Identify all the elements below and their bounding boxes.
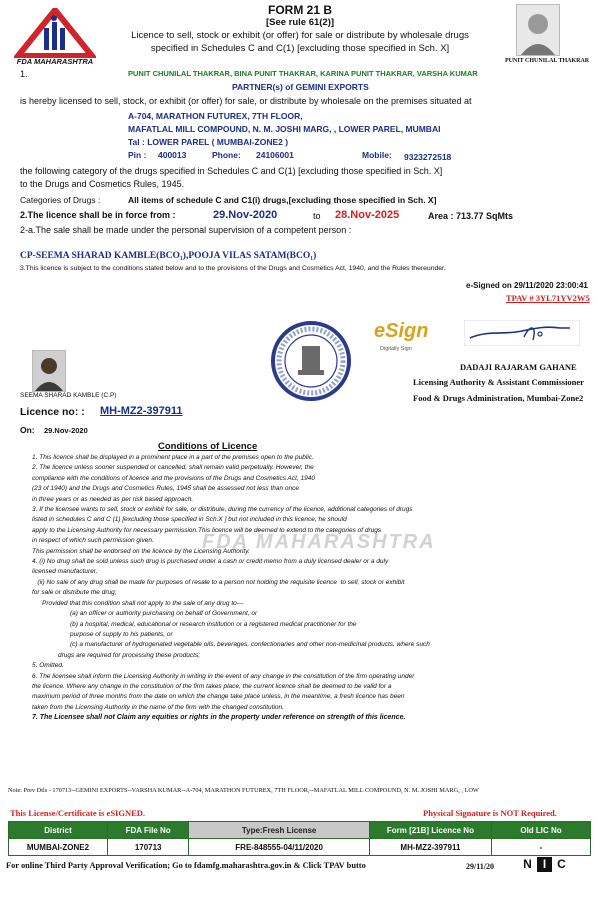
pin-value: 400013 (158, 150, 187, 160)
phone-label: Phone: (212, 150, 241, 160)
condition-line: 7. The Licensee shall not Claim any equities or rights in the property under reference on strength of this licence. (32, 714, 406, 722)
table-row (9, 839, 591, 856)
condition-line: the licence. Where any change in the constitution of the firm takes place, the current licence shall be deemed to be valid for a (32, 682, 392, 690)
condition-line: maximum period of three months from the date on which the change take place unless, in the meantime, a fresh licence has been (32, 693, 405, 701)
condition-line: 5. Omitted. (32, 662, 64, 670)
condition-line: (c) a manufacturer of hydrogenated vegetable oils, beverages, confectionaries and other non-medicinal products, where such (70, 641, 430, 649)
esign-logo-sub: Digitally Sign (380, 346, 412, 352)
valid-to: 28.Nov-2025 (335, 209, 400, 221)
condition-line: purpose of supply to his patients, or (70, 630, 173, 638)
valid-to-label: to (313, 211, 321, 221)
category-text-line1: the following category of the drugs specified in Schedules C and C(1) [excluding those specified in Sch. X] (20, 166, 443, 176)
condition-line: for sale or distribute the drug; (32, 589, 117, 597)
condition-line: Provided that this condition shall not apply to the sale of any drug to--- (42, 599, 244, 607)
table-header-cell: Type:Fresh License (189, 822, 369, 839)
table-header-cell: FDA File No (107, 822, 188, 839)
esign-logo (370, 318, 432, 358)
condition-line: in three years or as needed as per risk based approach. (32, 495, 194, 503)
footer-date: 29/11/20 (466, 862, 495, 871)
table-cell: MUMBAI-ZONE2 (9, 839, 108, 856)
condition-line: (b) a hospital, medical, educational or research institution or a registered medical practitioner for the (70, 620, 357, 628)
esigned-on: e-Signed on 29/11/2020 23:00:41 (466, 281, 588, 290)
nic-letter-i: I (537, 857, 552, 872)
licensee-photo-caption: PUNIT CHUNILAL THAKRAR (505, 58, 590, 64)
condition-line: (23 of 1940) and the Drugs and Cosmetics Rules, 1945 shall be assessed not less than once (32, 485, 300, 493)
table-cell: - (492, 839, 591, 856)
esigned-status: This License/Certificate is eSIGNED. (10, 808, 146, 818)
cp-photo-caption: SEEMA SHARAD KAMBLE (C.P) (20, 392, 117, 399)
condition-line: 1. This licence shall be displayed in a prominent place in a part of the premises open to the public. (32, 454, 314, 461)
previous-details-note: Note: Prev Dtls - 170713--GEMINI EXPORTS--VARSHA KUMAR--A-704, MARATHON FUTUREX, 7TH FLOOR,--MAFATLAL MILL COMPOUND, N. M. JOSHI MARG, , LOW (8, 787, 479, 794)
fda-logo (14, 8, 96, 68)
clause-1-number: 1. (20, 69, 28, 79)
validity-label: 2.The licence shall be in force from : (20, 210, 176, 220)
table-cell: 170713 (107, 839, 188, 856)
mobile-value: 9323272518 (404, 152, 452, 162)
tpav-verification-text: For online Third Party Approval Verification; Go to fdamfg.maharashtra.gov.in & Click TPAV butto (6, 861, 366, 870)
category-text-line2: to the Drugs and Cosmetics Rules, 1945. (20, 179, 185, 189)
licence-intro: is hereby licensed to sell, stock, or exhibit (or offer) for sale, or distribute by wholesale on the premises situated at (20, 96, 472, 106)
conditions-title: Conditions of Licence (158, 441, 258, 452)
licence-details-table (8, 821, 591, 856)
authority-name: DADAJI RAJARAM GAHANE (460, 362, 577, 372)
mobile-label: Mobile: (362, 150, 392, 160)
cp-photo (32, 350, 66, 392)
address-line2: MAFATLAL MILL COMPOUND, N. M. JOSHI MARG, , LOWER PAREL, MUMBAI (128, 124, 441, 134)
pin-label: Pin : (128, 150, 147, 160)
authority-title: Licensing Authority & Assistant Commissioner (413, 377, 584, 387)
nic-letter-c: C (557, 857, 566, 871)
condition-line: in respect of which such permission given. (32, 537, 154, 545)
condition-line: This permission shall be endorsed on the licence by the Licensing Authority. (32, 547, 250, 555)
table-cell: MH-MZ2-397911 (369, 839, 491, 856)
licence-no-value: MH-MZ2-397911 (100, 405, 183, 417)
phone-value: 24106001 (256, 150, 294, 160)
condition-line: 4. (i) No drug shall be sold unless such drug is purchased under a cash or credit memo from a duly licensed dealer or a duly (32, 558, 389, 566)
address-line1: A-704, MARATHON FUTUREX, 7TH FLOOR, (128, 111, 303, 121)
clause-3: 3.This licence is subject to the conditions stated below and to the provisions of the Drugs and Cosmetics Act, 1940, and the Rules thereunder. (20, 265, 446, 272)
table-cell: FRE-848555-04/11/2020 (189, 839, 369, 856)
licence-on-date: 29.Nov-2020 (44, 426, 88, 435)
condition-line: licensed manufacturer. (32, 568, 98, 576)
conditions-watermark: FDA MAHARASHTRA (202, 531, 436, 553)
esign-logo-text: eSign (374, 320, 429, 342)
premises-area: Area : 713.77 SqMts (428, 211, 514, 221)
condition-line: (a) an officer or authority purchasing on behalf of Government, or (70, 610, 258, 618)
fda-seal (266, 320, 356, 402)
form-subtitle-line1: Licence to sell, stock or exhibit (or offer) for sale or distribute by wholesale drugs (131, 30, 469, 41)
condition-line: (ii) No sale of any drug shall be made for purposes of resale to a person not holding the requisite licence to sell, stock or exhibit (32, 578, 405, 586)
conditions-list (32, 453, 532, 724)
licence-on-label: On: (20, 425, 35, 435)
form-title: FORM 21 B (267, 3, 332, 17)
form-rule: [See rule 61(2)] (265, 17, 335, 28)
table-header-cell: Old LIC No (492, 822, 591, 839)
licensee-photo (516, 4, 560, 56)
condition-line: taken from the Licensing Authority in the name of the firm with the changed constitution. (32, 703, 284, 711)
table-header-cell: District (9, 822, 108, 839)
supervision-note: 2-a.The sale shall be made under the personal supervision of a competent person : (20, 225, 352, 235)
condition-line: compliance with the conditions of licence and the provisions of the Drugs and Cosmetics Act, 1940 (32, 474, 316, 482)
condition-line: 6. The licensee shall inform the Licensing Authority in writing in the event of any change in the constitution of the firm operating under (32, 672, 415, 680)
firm-name: PARTNER(s) of GEMINI EXPORTS (232, 82, 369, 92)
condition-line: listed in schedules C and C (1) [excluding those specified in Sch.X ] but not included in this licence, he should (32, 516, 347, 524)
licence-no-label: Licence no: : (20, 406, 85, 418)
taluka: Tal : LOWER PAREL ( MUMBAI-ZONE2 ) (128, 137, 289, 147)
authority-signature (464, 320, 580, 346)
licensee-names: PUNIT CHUNILAL THAKRAR, BINA PUNIT THAKRAR, KARINA PUNIT THAKRAR, VARSHA KUMAR (128, 69, 478, 78)
condition-line: drugs are required for processing these products; (58, 651, 200, 659)
form-subtitle-line2: specified in Schedules C and C(1) [excluding those specified in Sch. X] (150, 43, 450, 54)
nic-logo (518, 857, 569, 872)
nic-letter-n: N (523, 857, 532, 871)
valid-from: 29.Nov-2020 (213, 209, 278, 221)
table-header-row (9, 822, 591, 839)
condition-line: 2. The licence unless sooner suspended or cancelled, shall remain valid perpetually. However, the (32, 464, 314, 472)
categories-label: Categories of Drugs : (20, 195, 101, 205)
tpav-code[interactable]: TPAV # 3YL71YV2W5 (506, 293, 590, 303)
authority-dept: Food & Drugs Administration, Mumbai-Zone2 (413, 393, 584, 403)
categories-value: All items of schedule C and C1(i) drugs,[excluding those specified in Sch. X] (128, 195, 437, 205)
competent-persons: CP-SEEMA SHARAD KAMBLE(BCO₁),POOJA VILAS SATAM(BCO₁) (20, 251, 317, 261)
condition-line: 3. If the licensee wants to sell, stock or exhibit for sale, or distribute, during the currency of the licence, additional categories of drugs (32, 506, 413, 514)
physical-signature-status: Physical Signature is NOT Required. (423, 808, 557, 818)
condition-line: apply to the Licensing Authority for necessary permission.This licence will be deemed to extend to the categories of drugs (32, 526, 382, 534)
table-header-cell: Form [21B] Licence No (369, 822, 491, 839)
logo-text: FDA MAHARASHTRA (16, 57, 94, 66)
